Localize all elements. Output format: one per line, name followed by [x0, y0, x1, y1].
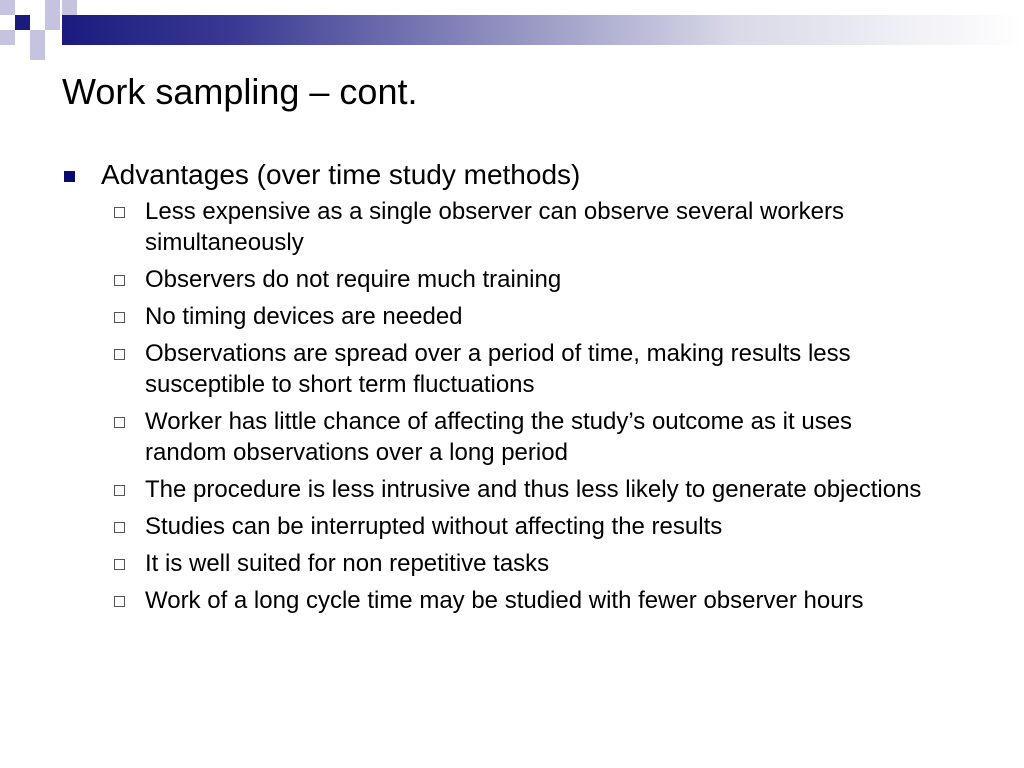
list-item-text: Studies can be interrupted without affecting the results [145, 513, 723, 540]
header-gradient-bar [62, 15, 1024, 45]
hollow-square-icon [114, 559, 125, 570]
main-bullet-item [62, 158, 962, 192]
list-item-text: No timing devices are needed [145, 303, 463, 330]
list-item-text: Observations are spread over a period of time, making results less susceptible to short term fluctuations [145, 340, 851, 398]
pattern-square [0, 30, 15, 45]
list-item-text: Work of a long cycle time may be studied with fewer observer hours [145, 587, 864, 614]
list-item [114, 196, 962, 258]
pattern-square [45, 15, 60, 30]
list-item [114, 406, 962, 468]
pattern-square [30, 45, 45, 60]
list-item-text: Observers do not require much training [145, 266, 562, 293]
list-item [114, 301, 962, 332]
list-item [114, 474, 962, 505]
main-bullet-text: Advantages (over time study methods) [101, 159, 581, 190]
list-item-text: It is well suited for non repetitive tasks [145, 550, 550, 577]
list-item [114, 548, 962, 579]
pattern-square [45, 0, 60, 15]
pattern-square [62, 0, 77, 15]
list-item-text: Worker has little chance of affecting the study’s outcome as it uses random observations over a long period [145, 408, 853, 466]
pattern-square [0, 0, 15, 15]
filled-square-icon [64, 171, 75, 182]
pattern-square [15, 15, 30, 30]
hollow-square-icon [114, 312, 125, 323]
hollow-square-icon [114, 522, 125, 533]
sub-bullet-list [62, 196, 962, 616]
list-item-text: Less expensive as a single observer can observe several workers simultaneously [145, 198, 845, 256]
pattern-square [30, 30, 45, 45]
slide-content [62, 158, 962, 622]
hollow-square-icon [114, 275, 125, 286]
list-item [114, 338, 962, 400]
list-item [114, 585, 962, 616]
hollow-square-icon [114, 596, 125, 607]
hollow-square-icon [114, 417, 125, 428]
list-item-text: The procedure is less intrusive and thus less likely to generate objections [145, 476, 922, 503]
list-item [114, 264, 962, 295]
hollow-square-icon [114, 207, 125, 218]
hollow-square-icon [114, 349, 125, 360]
list-item [114, 511, 962, 542]
hollow-square-icon [114, 485, 125, 496]
slide-title: Work sampling – cont. [62, 71, 418, 112]
